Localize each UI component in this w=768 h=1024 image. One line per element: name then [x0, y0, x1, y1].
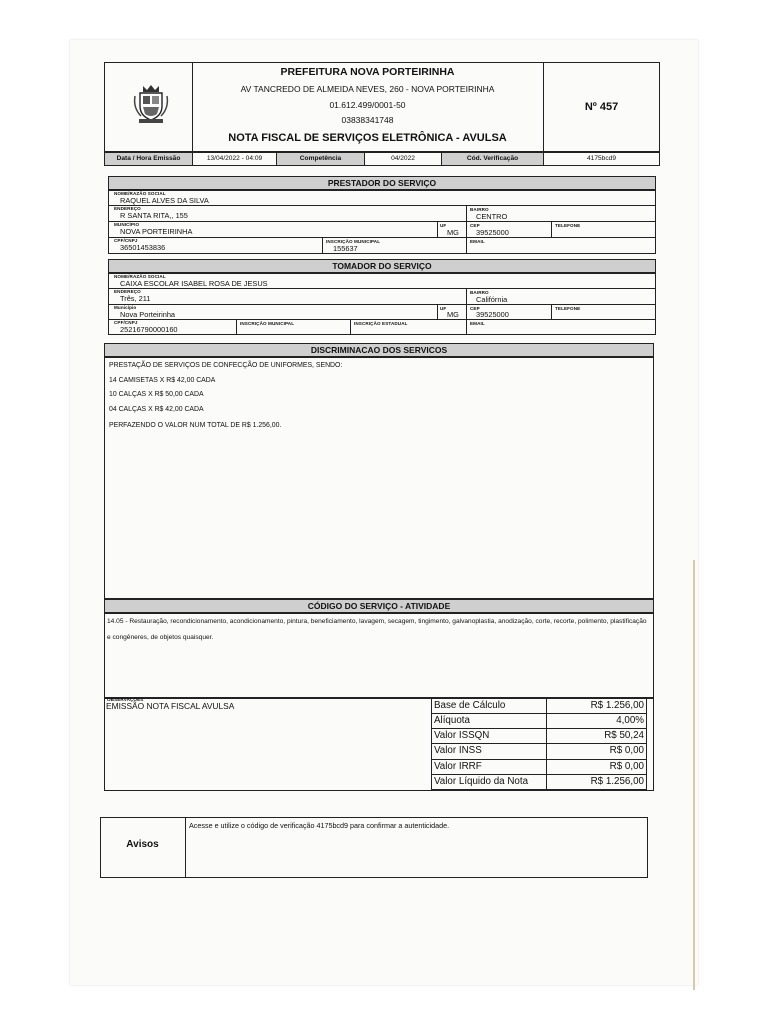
- competence-label: Competência: [277, 153, 364, 165]
- tomador-phone-label: TELEFONE: [555, 306, 581, 311]
- tax-base-value: R$ 1.256,00: [590, 700, 644, 711]
- verification-code-label: Cód. Verificação: [442, 153, 543, 165]
- prefeitura-cnpj: 01.612.499/0001-50: [329, 100, 406, 110]
- tomador-district: Califórnia: [476, 295, 508, 304]
- tomador-section-title: TOMADOR DO SERVIÇO: [108, 259, 656, 273]
- prestador-uf: MG: [447, 228, 459, 237]
- prestador-name: RAQUEL ALVES DA SILVA: [120, 196, 209, 205]
- competence-value: 04/2022: [391, 155, 415, 162]
- services-description-title: DISCRIMINACAO DOS SERVICOS: [104, 343, 654, 357]
- tax-rate-value: 4,00%: [616, 715, 644, 726]
- prestador-phone-label: TELEFONE: [555, 223, 581, 228]
- tomador-zip: 39525000: [476, 310, 509, 319]
- prestador-city: NOVA PORTEIRINHA: [120, 227, 193, 236]
- prestador-name-label: NOME/RAZÃO SOCIAL: [114, 191, 166, 196]
- emission-date-value: 13/04/2022 - 04:09: [206, 155, 263, 162]
- services-line: PRESTAÇÃO DE SERVIÇOS DE CONFECÇÃO DE UNIFORMES, SENDO:: [109, 362, 343, 369]
- tomador-address-label: ENDEREÇO: [114, 289, 141, 294]
- paper-edge-shadow: [693, 560, 695, 990]
- tomador-district-label: BAIRRO: [470, 290, 489, 295]
- inss-label: Valor INSS: [434, 745, 482, 756]
- services-line: 10 CALÇAS X R$ 50,00 CADA: [109, 391, 204, 398]
- issqn-label: Valor ISSQN: [434, 730, 490, 741]
- tomador-uf: MG: [447, 310, 459, 319]
- tomador-city: Nova Porteirinha: [120, 310, 176, 319]
- tax-base-label: Base de Cálculo: [434, 700, 506, 711]
- tomador-municipal-reg-label: INSCRIÇÃO MUNICIPAL: [240, 321, 295, 326]
- tomador-city-label: Município: [114, 305, 137, 310]
- prestador-address: R SANTA RITA,, 155: [120, 211, 188, 220]
- prestador-zip: 39525000: [476, 228, 509, 237]
- document-title: NOTA FISCAL DE SERVIÇOS ELETRÔNICA - AVULSA: [228, 132, 507, 144]
- prestador-district: CENTRO: [476, 212, 508, 221]
- prestador-city-label: MUNICÍPIO: [114, 222, 140, 227]
- prefeitura-address: AV TANCREDO DE ALMEIDA NEVES, 260 - NOVA PORTEIRINHA: [240, 84, 495, 94]
- service-code-text: 14.05 - Restauração, recondicionamento, acondicionamento, pintura, beneficiamento, lavagem, secagem, tingimento, galvanoplastia, anodização, corte, recorte, polimento, plastificação e congêneres, de objetos quaisquer.: [107, 618, 647, 641]
- inss-value: R$ 0,00: [609, 745, 644, 756]
- prefeitura-name: PREFEITURA NOVA PORTEIRINHA: [280, 66, 455, 78]
- net-value: R$ 1.256,00: [590, 776, 644, 787]
- tomador-address: Três, 211: [120, 294, 151, 303]
- prestador-email-label: EMAIL: [470, 239, 485, 244]
- tomador-state-reg-label: INSCRIÇÃO ESTADUAL: [354, 321, 408, 326]
- prestador-cpf-label: CPF/CNPJ: [114, 238, 138, 243]
- irrf-label: Valor IRRF: [434, 761, 482, 772]
- prefeitura-phone: 03838341748: [341, 115, 394, 125]
- observations-text: EMISSÃO NOTA FISCAL AVULSA: [106, 701, 235, 711]
- tomador-zip-label: CEP: [470, 306, 480, 311]
- prestador-district-label: BAIRRO: [470, 207, 489, 212]
- net-value-label: Valor Líquido da Nota: [434, 776, 529, 787]
- municipal-coat-of-arms-icon: [131, 82, 171, 124]
- emission-date-label: Data / Hora Emissão: [105, 153, 192, 165]
- prestador-municipal-reg-label: INSCRIÇÃO MUNICIPAL: [326, 239, 381, 244]
- observations-label: OBSERVAÇÕES: [107, 697, 144, 702]
- service-code-title: CÓDIGO DO SERVIÇO - ATIVIDADE: [104, 599, 654, 613]
- prestador-municipal-reg: 155637: [333, 244, 358, 253]
- irrf-value: R$ 0,00: [609, 761, 644, 772]
- prestador-address-label: ENDEREÇO: [114, 206, 141, 211]
- notices-label: Avisos: [126, 839, 159, 850]
- invoice-number: Nº 457: [584, 101, 619, 113]
- tomador-email-label: EMAIL: [470, 321, 485, 326]
- prestador-uf-label: UF: [440, 223, 447, 228]
- services-line: 14 CAMISETAS X R$ 42,00 CADA: [109, 377, 216, 384]
- tax-rate-label: Alíquota: [434, 715, 470, 726]
- services-line: 04 CALÇAS X R$ 42,00 CADA: [109, 406, 204, 413]
- tomador-uf-label: UF: [440, 306, 447, 311]
- tomador-name: CAIXA ESCOLAR ISABEL ROSA DE JESUS: [120, 279, 268, 288]
- tomador-name-label: NOME/RAZÃO SOCIAL: [114, 274, 166, 279]
- prestador-cpf: 36501453836: [120, 243, 166, 252]
- notices-text: Acesse e utilize o código de verificação 4175bcd9 para confirmar a autenticidade.: [189, 821, 450, 830]
- prestador-section-title: PRESTADOR DO SERVIÇO: [108, 176, 656, 190]
- issqn-value: R$ 50,24: [604, 730, 644, 741]
- prestador-zip-label: CEP: [470, 223, 480, 228]
- tomador-cpf-label: CPF/CNPJ: [114, 320, 138, 325]
- services-line: PERFAZENDO O VALOR NUM TOTAL DE R$ 1.256,00.: [109, 422, 282, 429]
- tomador-cpf: 25216790000160: [120, 325, 178, 334]
- verification-code-value: 4175bcd9: [587, 155, 616, 162]
